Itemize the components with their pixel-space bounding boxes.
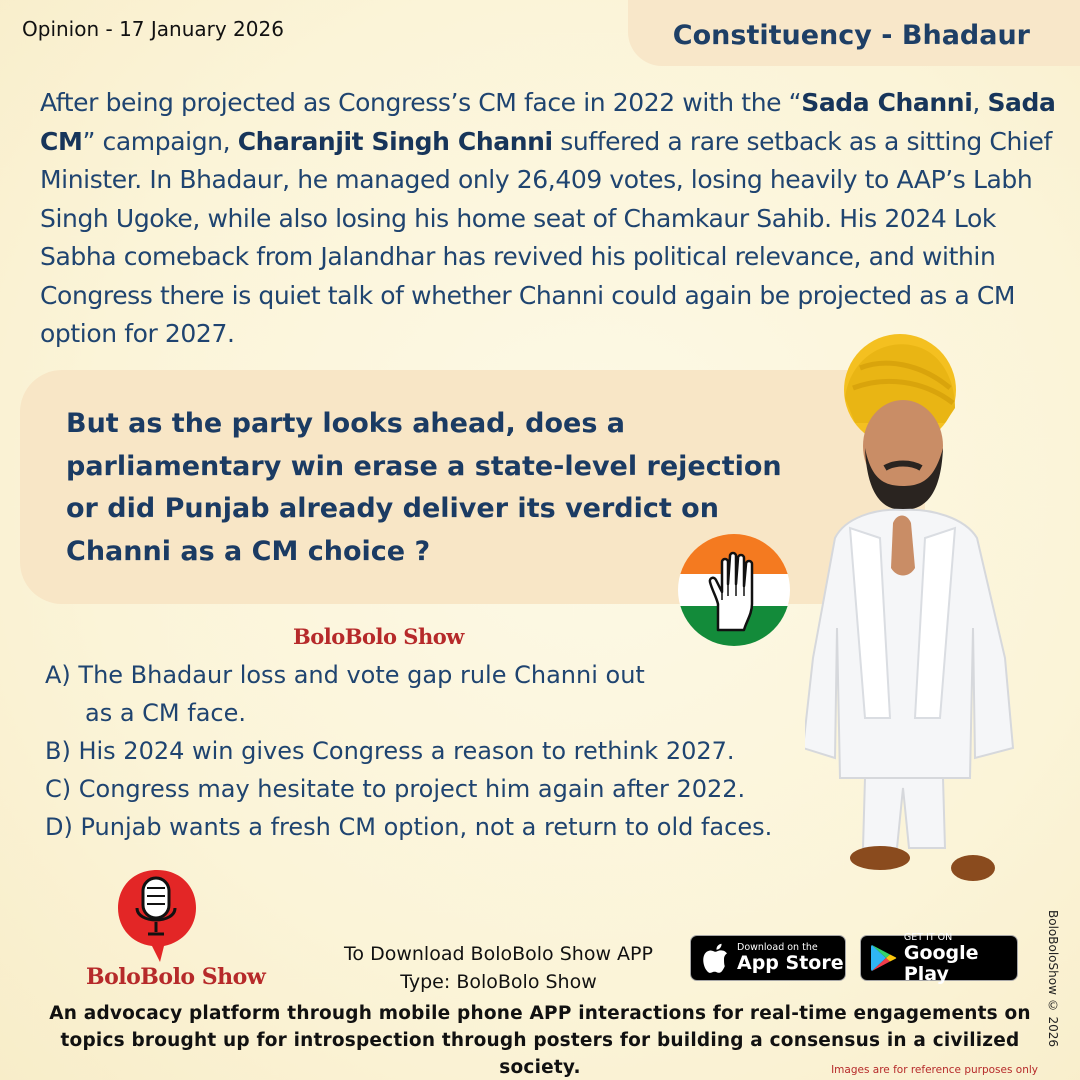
- appstore-small-label: Download on the: [737, 942, 818, 953]
- google-play-button[interactable]: [860, 931, 1018, 985]
- download-instructions: [336, 940, 661, 996]
- option-a: A) The Bhadaur loss and vote gap rule Channi out: [45, 661, 645, 689]
- poll-options: [45, 656, 772, 846]
- intro-bold-3: Charanjit Singh Channi: [237, 126, 553, 156]
- brand-name-footer: BoloBolo Show: [86, 964, 266, 990]
- intro-bold-1: Sada Channi: [801, 88, 973, 117]
- download-line-2: Type: BoloBolo Show: [400, 971, 597, 993]
- constituency-banner: [628, 0, 1080, 66]
- image-disclaimer: Images are for reference purposes only: [831, 1064, 1038, 1076]
- congress-hand-icon: [678, 534, 790, 646]
- gplay-small-label: GET IT ON: [903, 931, 953, 943]
- option-a-continued: as a CM face.: [85, 699, 247, 727]
- copyright-notice: BoloBoloShow © 2026: [1046, 910, 1060, 1048]
- option-b: B) His 2024 win gives Congress a reason to rethink 2027.: [45, 737, 735, 765]
- appstore-label: App Store: [737, 952, 844, 974]
- download-line-1: To Download BoloBolo Show APP: [344, 943, 653, 965]
- intro-text-4: suffered a rare setback as a sitting Chief Minister. In Bhadaur, he managed only 26,409 votes, losing heavily to AAP’s Labh Singh Ugoke, while also losing his home seat of Chamkaur Sahib. His 2024 Lok Sabha comeback from Jalandhar has revived his political relevance, and within Congress there is quiet talk of whether Channi could again be projected as a CM option for 2027.: [40, 126, 1052, 348]
- microphone-icon: [112, 866, 202, 966]
- intro-paragraph: [40, 84, 1070, 354]
- option-c: C) Congress may hesitate to project him again after 2022.: [45, 775, 746, 803]
- platform-tagline: An advocacy platform through mobile phone APP interactions for real-time engagements on topics brought up for introspection through posters for building a consensus in a civilized society.: [49, 1003, 1031, 1078]
- intro-bold-2: Sada CM: [40, 88, 1056, 156]
- intro-text-2: ,: [972, 88, 988, 117]
- brand-name: BoloBolo Show: [293, 624, 464, 649]
- constituency-title: Constituency - Bhadaur: [672, 20, 1030, 51]
- date-label: Opinion - 17 January 2026: [22, 17, 284, 41]
- poll-question: But as the party looks ahead, does a parliamentary win erase a state-level rejection or did Punjab already deliver its verdict on Channi as a CM choice ?: [66, 408, 782, 567]
- politician-figure-image: [805, 328, 1050, 888]
- apple-icon: [701, 943, 731, 973]
- intro-text-3: ” campaign,: [82, 126, 238, 156]
- gplay-label: Google Play: [903, 941, 979, 985]
- google-play-icon: [871, 943, 898, 973]
- intro-text-1: After being projected as Congress’s CM face in 2022 with the “: [40, 88, 802, 117]
- app-store-button[interactable]: [690, 935, 846, 981]
- option-d: D) Punjab wants a fresh CM option, not a return to old faces.: [45, 813, 773, 841]
